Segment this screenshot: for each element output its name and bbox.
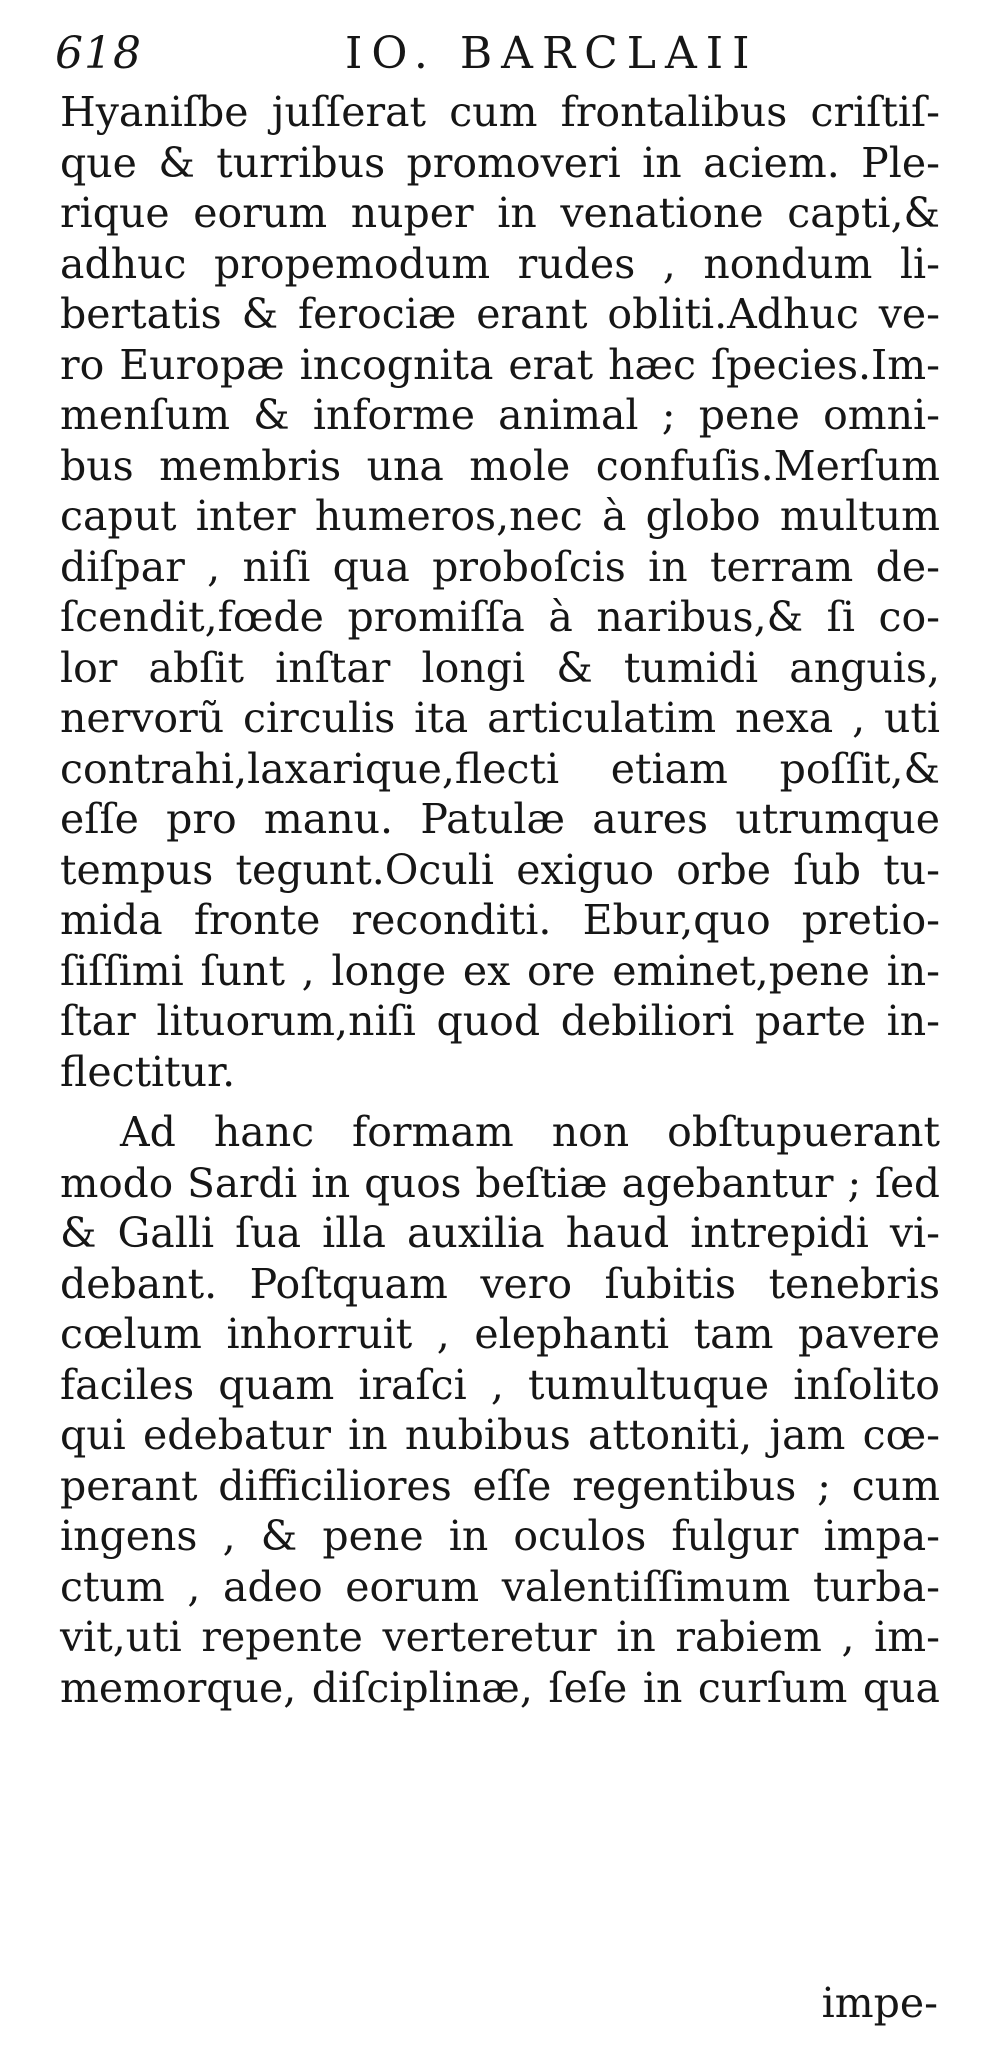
text-line: modo Sardi in quos beſtiæ agebantur ; ſed	[60, 1158, 940, 1207]
text-line: ingens , & pene in oculos fulgur impa-	[60, 1512, 940, 1560]
text-line: Ad hanc formam non obſtupuerant	[120, 1108, 940, 1156]
text-line: qui edebatur in nubibus attoniti, jam cœ-	[60, 1411, 940, 1459]
text-line: debant. Poſtquam vero ſubitis tenebris	[60, 1259, 940, 1308]
text-line: ſiſſimi ſunt , longe ex ore eminet,pene in-	[60, 946, 940, 995]
text-line: ſcendit,fœde promiſſa à naribus,& ſi co-	[60, 593, 940, 641]
text-line: diſpar , niſi qua proboſcis in terram de-	[60, 542, 940, 591]
text-line: lor abſit inſtar longi & tumidi anguis,	[60, 643, 940, 692]
paragraph-2	[60, 1107, 940, 1713]
running-head: IO. BARCLAII	[345, 28, 759, 79]
text-line: memorque, diſciplinæ, ſeſe in curſum qua	[60, 1663, 940, 1712]
text-line: bertatis & ferociæ erant obliti.Adhuc ve-	[60, 290, 940, 338]
paragraph-1	[60, 87, 940, 1097]
text-line: adhuc propemodum rudes , nondum li-	[60, 239, 940, 288]
text-line: & Galli ſua illa auxilia haud intrepidi vi-	[60, 1209, 940, 1257]
text-line: ro Europæ incognita erat hæc ſpecies.Im-	[60, 340, 940, 389]
text-line: vit,uti repente verteretur in rabiem , im-	[60, 1613, 940, 1661]
text-line: nervorũ circulis ita articulatim nexa , uti	[60, 694, 940, 742]
text-line: tempus tegunt.Oculi exiguo orbe ſub tu-	[60, 845, 940, 894]
text-line: rique eorum nuper in venatione capti,&	[60, 189, 940, 237]
text-line: perant difficiliores eſſe regentibus ; cum	[60, 1461, 940, 1510]
text-line: contrahi,laxarique,flecti etiam poſſit,&	[60, 744, 940, 793]
text-line: faciles quam iraſci , tumultuque inſolito	[60, 1360, 940, 1409]
text-line: eſſe pro manu. Patulæ aures utrumque	[60, 795, 940, 843]
text-line: caput inter humeros,nec à globo multum	[60, 492, 940, 540]
body-text	[60, 87, 940, 1713]
text-line: cœlum inhorruit , elephanti tam pavere	[60, 1310, 940, 1358]
text-line: mida fronte reconditi. Ebur,quo pretio-	[60, 896, 940, 944]
text-line: flectitur.	[60, 1047, 236, 1096]
text-line: Hyaniſbe juſſerat cum frontalibus criſtiſ-	[60, 88, 940, 136]
text-line: que & turribus promoveri in aciem. Ple-	[60, 138, 940, 187]
text-line: bus membris una mole confuſis.Merſum	[60, 441, 940, 490]
page-header	[55, 28, 945, 90]
text-line: ſtar lituorum,niſi quod debiliori parte in-	[60, 997, 940, 1045]
catchword: impe-	[821, 1979, 938, 2027]
page-number: 618	[55, 28, 142, 79]
text-line: ctum , adeo eorum valentiſſimum turba-	[60, 1562, 940, 1611]
text-line: menſum & informe animal ; pene omni-	[60, 391, 940, 439]
